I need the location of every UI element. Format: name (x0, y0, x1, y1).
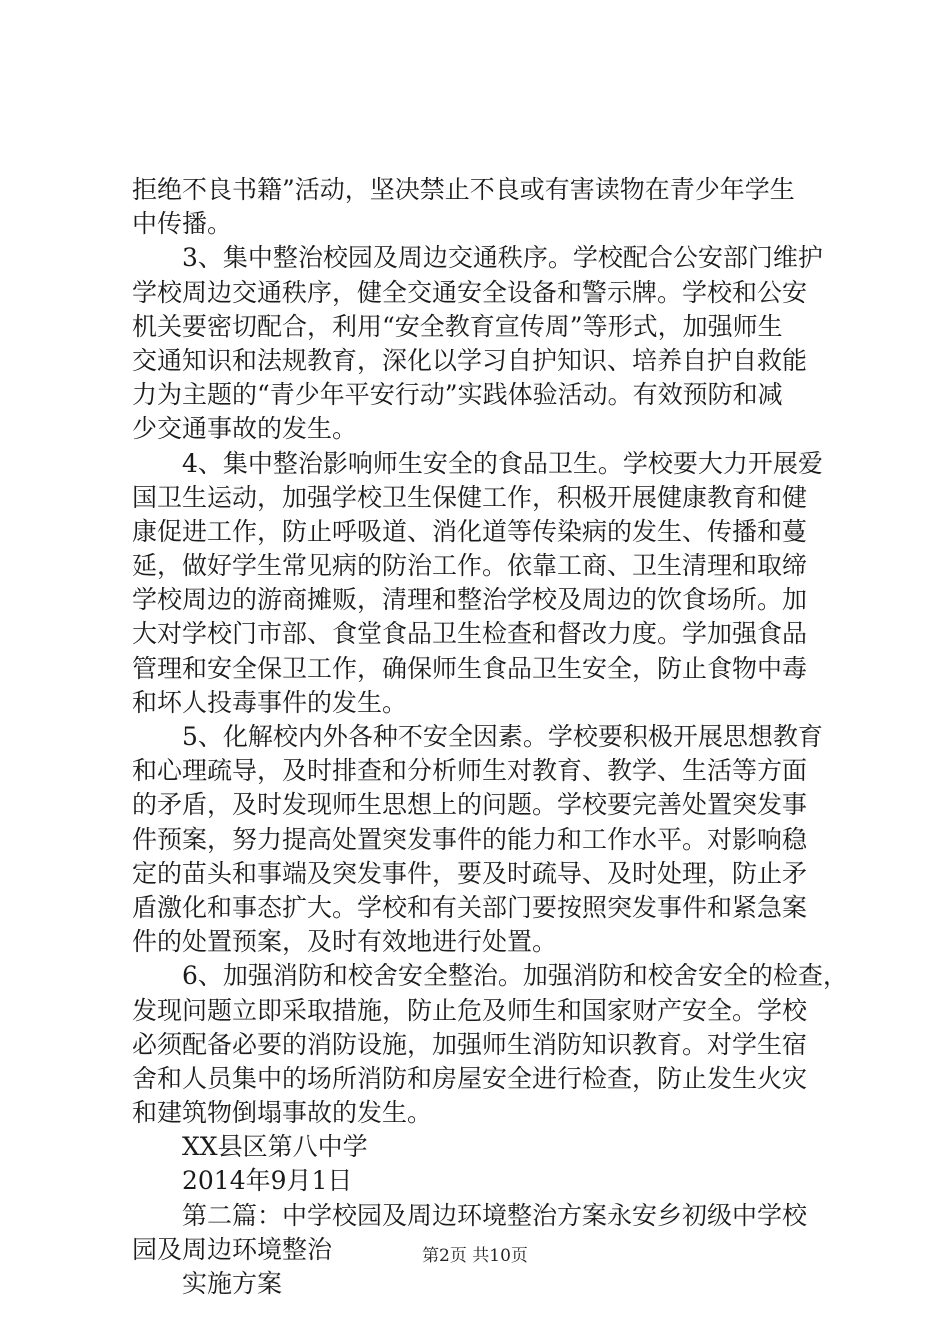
text-line: 学校周边的游商摊贩，清理和整治学校及周边的饮食场所。加 (132, 585, 808, 615)
text-line: 机关要密切配合，利用“安全教育宣传周”等形式，加强师生 (132, 311, 783, 341)
text-line: XX县区第八中学 (182, 1132, 368, 1162)
text-line: 第二篇：中学校园及周边环境整治方案永安乡初级中学校 (182, 1200, 808, 1230)
text-line: 交通知识和法规教育，深化以学习自护知识、培养自护自救能 (132, 345, 808, 375)
page-number-footer: 第2页 共10页 (422, 1246, 528, 1266)
text-line: 中传播。 (132, 209, 233, 239)
text-line: 的矛盾，及时发现师生思想上的问题。学校要完善处置突发事 (132, 790, 808, 820)
document-body (132, 173, 848, 1301)
text-line: 舍和人员集中的场所消防和房屋安全进行检查，防止发生火灾 (132, 1063, 808, 1093)
text-line: 件预案，努力提高处置突发事件的能力和工作水平。对影响稳 (132, 824, 808, 854)
text-line: 园及周边环境整治 (132, 1234, 333, 1264)
text-line: 和建筑物倒塌事故的发生。 (132, 1098, 433, 1128)
text-line: 件的处置预案，及时有效地进行处置。 (132, 927, 558, 957)
text-line: 管理和安全保卫工作，确保师生食品卫生安全，防止食物中毒 (132, 653, 808, 683)
text-line: 拒绝不良书籍”活动，坚决禁止不良或有害读物在青少年学生 (132, 175, 795, 204)
text-line: 发现问题立即采取措施，防止危及师生和国家财产安全。学校 (132, 995, 808, 1025)
text-line: 盾激化和事态扩大。学校和有关部门要按照突发事件和紧急案 (132, 892, 808, 922)
text-line: 和坏人投毒事件的发生。 (132, 687, 408, 717)
text-line: 延，做好学生常见病的防治工作。依靠工商、卫生清理和取缔 (132, 551, 808, 581)
text-line: 5、化解校内外各种不安全因素。学校要积极开展思想教育 (182, 722, 823, 751)
text-line: 少交通事故的发生。 (132, 414, 358, 444)
text-line: 力为主题的“青少年平安行动”实践体验活动。有效预防和减 (132, 380, 783, 410)
text-line: 2014年9月1日 (182, 1166, 353, 1196)
text-line: 学校周边交通秩序，健全交通安全设备和警示牌。学校和公安 (132, 277, 808, 307)
text-line: 康促进工作，防止呼吸道、消化道等传染病的发生、传播和蔓 (132, 516, 808, 546)
text-line: 4、集中整治影响师生安全的食品卫生。学校要大力开展爱 (182, 448, 823, 478)
text-line: 实施方案 (182, 1269, 283, 1298)
text-line: 和心理疏导，及时排查和分析师生对教育、教学、生活等方面 (132, 756, 808, 786)
text-line: 定的苗头和事端及突发事件，要及时疏导、及时处理，防止矛 (132, 858, 808, 888)
text-line: 国卫生运动，加强学校卫生保健工作，积极开展健康教育和健 (132, 482, 808, 512)
text-line: 6、加强消防和校舍安全整治。加强消防和校舍安全的检查， (182, 961, 848, 991)
text-line: 必须配备必要的消防设施，加强师生消防知识教育。对学生宿 (132, 1029, 808, 1059)
text-line: 大对学校门市部、食堂食品卫生检查和督改力度。学加强食品 (132, 619, 808, 649)
text-line: 3、集中整治校园及周边交通秩序。学校配合公安部门维护 (182, 243, 823, 273)
